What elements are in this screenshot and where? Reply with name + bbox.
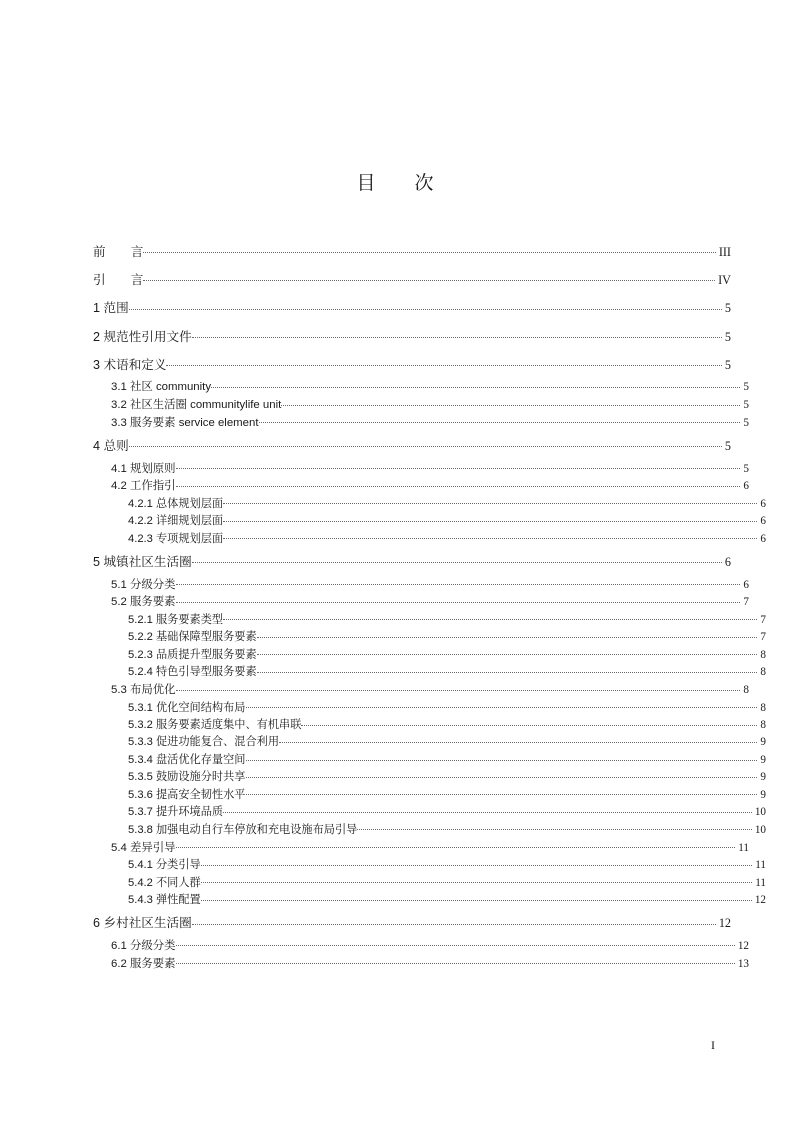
toc-entry-label: 1 范围 [93,301,129,316]
toc-entry-label: 5.4.2 不同人群 [128,876,201,889]
toc-entry-page-number: 6 [760,532,766,545]
toc-dot-leader [223,513,757,524]
toc-entry-label: 4 总则 [93,439,129,454]
toc-entry[interactable] [111,460,749,478]
toc-entry-page-number: 8 [743,684,749,697]
toc-entry-page-number: III [718,245,731,259]
toc-entry-label: 引 言 [93,273,144,288]
toc-dot-leader [281,397,740,408]
toc-entry-label: 5.4 差异引导 [111,841,176,854]
toc-entry-label: 3.1 社区 community [111,381,212,394]
toc-entry-page-number: 5 [724,357,731,372]
toc-entry-label: 4.2.2 详细规划层面 [128,515,224,528]
toc-dot-leader [223,496,757,507]
toc-entry-page-number: 5 [743,462,749,475]
toc-entry[interactable] [128,612,766,629]
toc-dot-leader [223,804,752,815]
toc-dot-leader [201,874,752,885]
toc-entry-label: 5.3.8 加强电动自行车停放和充电设施布局引导 [128,823,358,836]
toc-entry[interactable] [128,874,766,891]
toc-entry[interactable] [128,769,766,786]
toc-entry[interactable] [128,496,766,513]
toc-entry[interactable] [111,938,749,956]
toc-entry-label: 4.2.3 专项规划层面 [128,532,224,545]
toc-entry-page-number: 11 [738,841,749,854]
toc-entry-label: 5.3.1 优化空间结构布局 [128,701,246,714]
toc-entry-page-number: 10 [754,823,766,836]
toc-entry-label: 6 乡村社区生活圈 [93,916,192,931]
toc-dot-leader [192,915,716,928]
toc-dot-leader [192,554,722,567]
toc-entry-page-number: 7 [760,631,766,644]
toc-entry-page-number: 6 [760,515,766,528]
toc-entry-label: 5.2.2 基础保障型服务要素 [128,631,257,644]
toc-entry[interactable] [93,238,731,266]
toc-dot-leader [211,379,740,390]
toc-entry-label: 5.3.6 提高安全韧性水平 [128,788,246,801]
toc-entry-label: 4.2.1 总体规划层面 [128,497,224,510]
toc-dot-leader [246,769,758,780]
toc-entry-label: 5.3.2 服务要素适度集中、有机串联 [128,718,302,731]
toc-entry[interactable] [128,804,766,821]
toc-entry-page-number: 12 [754,894,766,907]
toc-entry-label: 5.3.7 提升环境品质 [128,806,224,819]
toc-entry-page-number: 5 [724,439,731,454]
toc-entry-page-number: 5 [743,399,749,412]
toc-entry-page-number: 6 [743,578,749,591]
toc-dot-leader [192,328,722,341]
toc-entry[interactable] [128,822,766,839]
toc-dot-leader [246,787,758,798]
toc-dot-leader [257,664,758,675]
toc-entry-label: 3.3 服务要素 service element [111,416,259,429]
toc-entry-label: 5.2.1 服务要素类型 [128,613,224,626]
toc-entry[interactable] [111,682,749,700]
toc-dot-leader [166,356,721,369]
page-number-footer: I [711,1038,715,1052]
toc-entry-page-number: 8 [760,701,766,714]
toc-entry-label: 6.2 服务要素 [111,957,176,970]
toc-dot-leader [143,243,715,256]
toc-entry[interactable] [93,323,731,351]
toc-entry-page-number: 5 [743,381,749,394]
toc-dot-leader [259,414,741,425]
toc-entry[interactable] [128,699,766,716]
toc-entry-page-number: 12 [718,916,731,931]
toc-entry-page-number: 6 [760,497,766,510]
toc-dot-leader [201,892,752,903]
toc-entry-label: 5.3 布局优化 [111,684,176,697]
toc-entry-label: 前 言 [93,245,144,259]
toc-entry-label: 5.2.3 品质提升型服务要素 [128,648,257,661]
toc-entry[interactable] [93,294,731,322]
toc-dot-leader [301,717,757,728]
toc-entry-page-number: 5 [724,329,731,344]
toc-dot-leader [246,699,758,710]
toc-entry-label: 5.1 分级分类 [111,578,176,591]
toc-entry-page-number: 9 [760,788,766,801]
toc-entry-label: 4.2 工作指引 [111,480,176,493]
toc-entry-label: 5.4.3 弹性配置 [128,894,201,907]
toc-entry[interactable] [93,351,731,379]
toc-entry-label: 5.3.5 鼓励设施分时共享 [128,771,246,784]
toc-dot-leader [129,437,722,450]
toc-entry-page-number: 11 [755,876,766,889]
toc-entry[interactable] [111,414,749,432]
toc-entry-label: 3.2 社区生活圈 communitylife unit [111,399,282,412]
toc-entry[interactable] [128,664,766,681]
toc-dot-leader [223,612,757,623]
toc-dot-leader [176,576,741,587]
toc-entry[interactable] [93,548,731,576]
toc-entry-label: 5.4.1 分类引导 [128,859,201,872]
toc-entry-page-number: 5 [743,416,749,429]
toc-entry-page-number: 10 [754,806,766,819]
toc-entry[interactable] [111,839,749,857]
toc-entry[interactable] [111,955,749,973]
toc-entry-page-number: 9 [760,771,766,784]
toc-entry[interactable] [111,397,749,415]
toc-entry-page-number: 9 [760,753,766,766]
toc-entry-page-number: 6 [724,555,731,570]
toc-dot-leader [176,938,735,949]
toc-entry[interactable] [93,266,731,294]
toc-entry-label: 4.1 规划原则 [111,462,176,475]
toc-dot-leader [176,955,735,966]
toc-entry-label: 5.2.4 特色引导型服务要素 [128,666,257,679]
toc-dot-leader [176,594,741,605]
toc-entry-page-number: 8 [760,648,766,661]
toc-entry[interactable] [111,478,749,496]
toc-entry-page-number: 6 [743,480,749,493]
toc-dot-leader [257,647,758,658]
toc-dot-leader [223,531,757,542]
toc-entry-page-number: 9 [760,736,766,749]
toc-entry[interactable] [93,909,731,937]
toc-entry-label: 5.3.3 促进功能复合、混合利用 [128,736,280,749]
toc-entry-page-number: 11 [755,859,766,872]
toc-entry[interactable] [128,531,766,548]
toc-entry[interactable] [128,647,766,664]
toc-entry-label: 3 术语和定义 [93,357,167,372]
toc-entry[interactable] [111,379,749,397]
toc-entry[interactable] [128,734,766,751]
toc-entry[interactable] [111,576,749,594]
toc-dot-leader [246,752,758,763]
toc-entry-label: 5 城镇社区生活圈 [93,555,192,570]
toc-dot-leader [176,460,741,471]
toc-entry-page-number: 7 [743,596,749,609]
toc-entry[interactable] [128,857,766,874]
toc-entry-page-number: IV [718,273,731,288]
toc-entry-label: 6.1 分级分类 [111,939,176,952]
toc-entry-page-number: 13 [737,957,749,970]
toc-entry[interactable] [128,717,766,734]
toc-entry-page-number: 12 [737,939,749,952]
toc-dot-leader [357,822,751,833]
toc-dot-leader [176,682,741,693]
toc-dot-leader [176,839,736,850]
toc-dot-leader [279,734,757,745]
toc-entry-page-number: 8 [760,666,766,679]
table-of-contents [93,238,766,973]
toc-entry[interactable] [111,594,749,612]
toc-entry[interactable] [128,892,766,909]
toc-entry[interactable] [93,432,731,460]
toc-entry-page-number: 8 [760,718,766,731]
toc-entry-page-number: 5 [724,301,731,316]
toc-dot-leader [176,478,741,489]
toc-entry-page-number: 7 [760,613,766,626]
toc-entry[interactable] [128,629,766,646]
toc-dot-leader [257,629,758,640]
toc-entry[interactable] [128,513,766,530]
toc-entry-label: 5.2 服务要素 [111,596,176,609]
toc-dot-leader [201,857,752,868]
toc-entry[interactable] [128,752,766,769]
toc-entry[interactable] [128,787,766,804]
toc-dot-leader [129,300,722,313]
toc-dot-leader [143,272,715,285]
toc-entry-label: 2 规范性引用文件 [93,329,192,344]
page-title: 目 次 [356,173,444,194]
toc-entry-label: 5.3.4 盘活优化存量空间 [128,753,246,766]
